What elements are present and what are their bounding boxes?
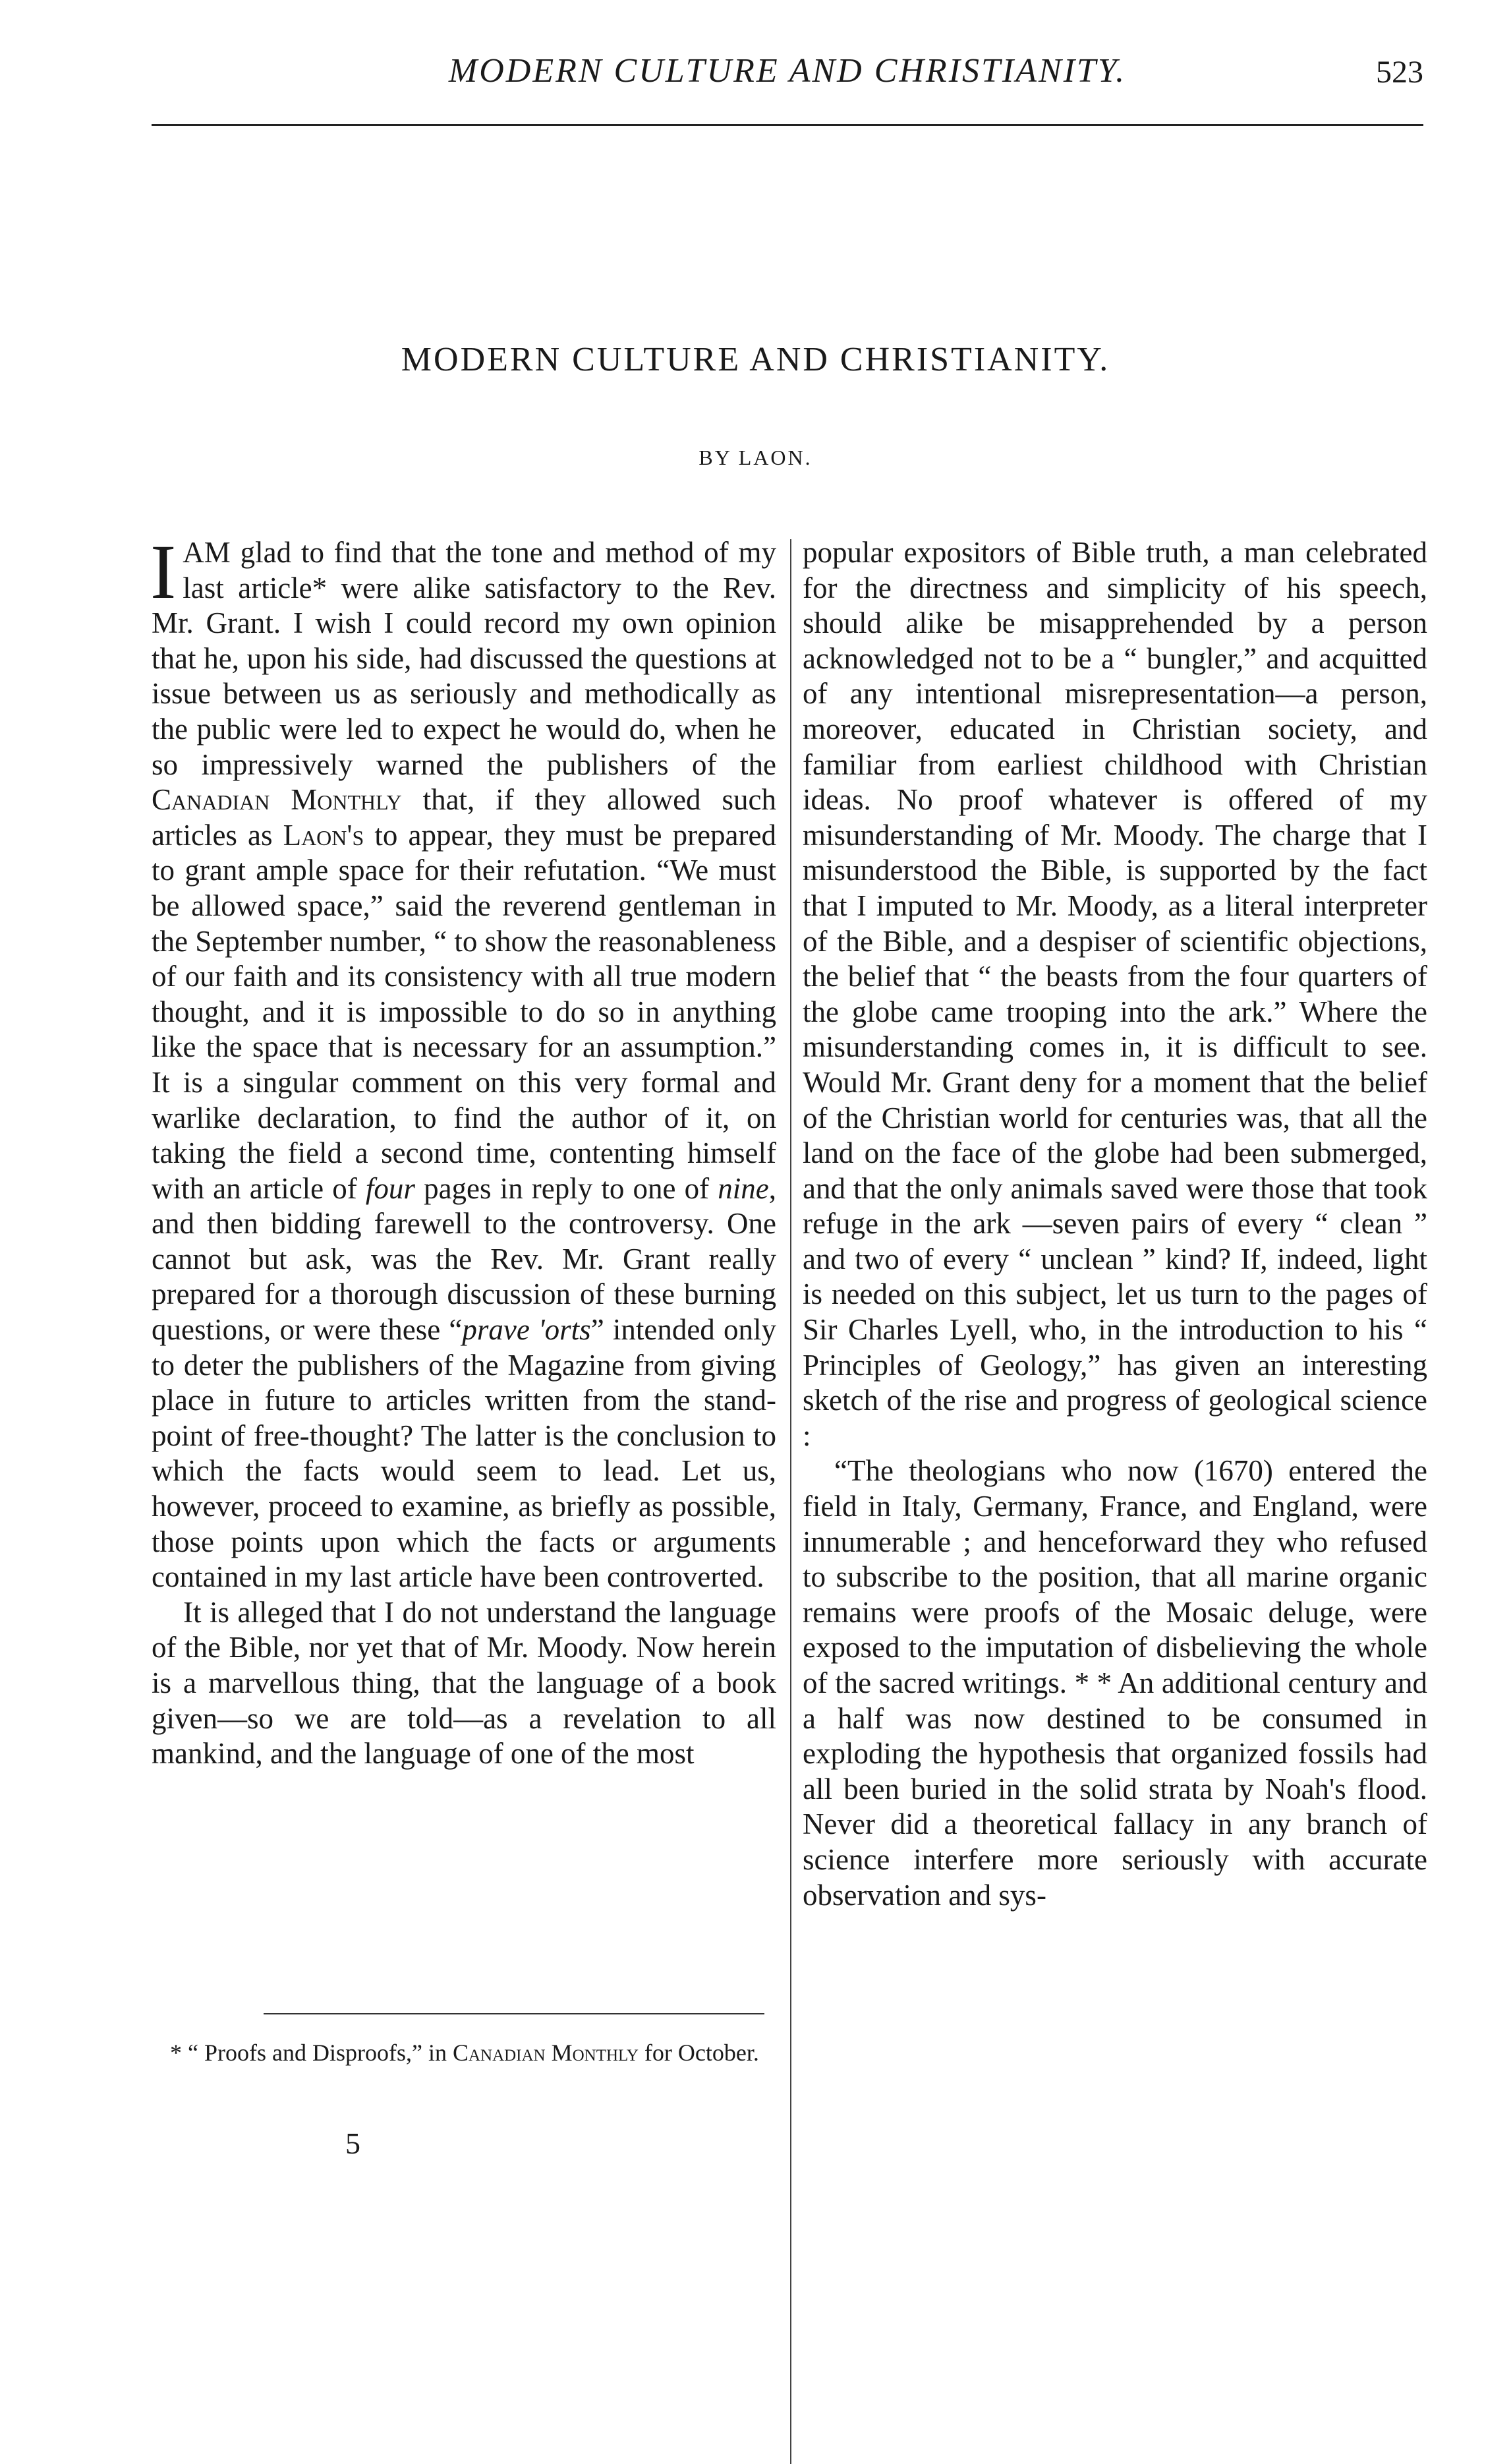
emphasis: nine [718, 1171, 769, 1205]
footnote [152, 2037, 776, 2068]
magazine-name: Canadian Monthly [452, 2039, 639, 2066]
text-run: that, if they allowed such articles as [152, 783, 776, 852]
paragraph: It is alleged that I do not understand the language of the Bible, nor yet that of Mr. Moody. Now herein is a marvellous thing, that the language of a book given—so we are told—as a revelation to all mankind, and the language of one of the most [152, 1595, 776, 1771]
paragraph: popular expositors of Bible truth, a man celebrated for the directness and simplicity of his speech, should alike be misapprehended by a person acknowledged not to be a “ bungler,” and acquitted of any intentional misrepresentation—a person, moreover, educated in Christian society, and familiar from earliest childhood with Christian ideas. No proof whatever is offered of my misunderstanding of Mr. Moody. The charge that I misunderstood the Bible, is supported by the fact that I imputed to Mr. Moody, as a literal interpreter of the Bible, and a despiser of scientific objections, the belief that “ the beasts from the four quarters of the globe came trooping into the ark.” Where the misunderstanding comes in, it is difficult to see. Would Mr. Grant deny for a moment that the belief of the Christian world for centuries was, that all the land on the face of the globe had been submerged, and that the only animals saved were those that took refuge in the ark —seven pairs of every “ clean ” and two of every “ unclean ” kind? If, indeed, light is needed on this subject, let us turn to the pages of Sir Charles Lyell, who, in the introduction to his “ Principles of Geology,” has given an interesting sketch of the rise and progress of geological science : [803, 536, 1427, 1452]
page-number: 523 [1376, 55, 1423, 90]
emphasis: prave 'orts [462, 1313, 591, 1347]
paragraph-opening [150, 529, 776, 1595]
right-column [803, 535, 1427, 1913]
running-title: MODERN CULTURE AND CHRISTIANITY. [448, 52, 1127, 90]
footnote-rule [264, 2013, 764, 2014]
article-byline: BY LAON. [698, 446, 813, 469]
text-run: AM glad to find that the tone and method of my last article* were alike satisfactory to the Rev. Mr. Grant. I wish I could record my own opinion that he, upon his side, had discussed the questions at issue between us as seriously and methodically as the public were led to expect he would do, when he so impressively warned the publishers of the [152, 536, 776, 781]
signature-mark: 5 [345, 2127, 360, 2160]
column-divider [790, 539, 791, 2464]
text-run: , and then bidding farewell to the controversy. One cannot but ask, was the Rev. Mr. Grant really prepared for a thorough discussion of these burning questions, or were these “ [152, 1171, 776, 1347]
text-run: * “ Proofs and Disproofs,” in [170, 2039, 453, 2066]
running-head [152, 51, 1423, 104]
header-rule [152, 124, 1423, 126]
author-name: Laon's [283, 818, 364, 852]
text-run: ” intended only to deter the publishers of the Magazine from giving place in future to articles written from the stand-point of free-thought? The latter is the conclusion to which the facts would seem to lead. Let us, however, proceed to examine, as briefly as possible, those points upon which the facts or arguments contained in my last article have been controverted. [152, 1313, 776, 1594]
text-run: pages in reply to one of [414, 1171, 718, 1205]
text-run: for October. [638, 2039, 759, 2066]
left-column [150, 529, 776, 1772]
text-run: to appear, they must be prepared to grant ample space for their refutation. “We must be allowed space,” said the reverend gentleman in the September number, “ to show the reasonableness of our faith and its consistency with all true modern thought, and it is impossible to do so in anything like the space that is necessary for an assumption.” It is a singular comment on this very formal and warlike declaration, to find the author of it, on taking the field a second time, contenting himself with an article of [152, 818, 776, 1205]
magazine-name: Canadian Monthly [152, 783, 402, 817]
drop-cap: I [150, 529, 177, 615]
paragraph-quotation: “The theologians who now (1670) entered the field in Italy, Germany, France, and England, were innumerable ; and henceforward they who refused to subscribe to the position, that all marine organic remains were proofs of the Mosaic deluge, were exposed to the imputation of disbelieving the whole of the sacred writings. * * An additional century and a half was now destined to be consumed in exploding the hypothesis that organized fossils had all been buried in the solid strata by Noah's flood. Never did a theoretical fallacy in any branch of science interfere more seriously with accurate observation and sys- [803, 1454, 1427, 1912]
emphasis: four [365, 1171, 415, 1205]
article-title: MODERN CULTURE AND CHRISTIANITY. [401, 341, 1110, 378]
